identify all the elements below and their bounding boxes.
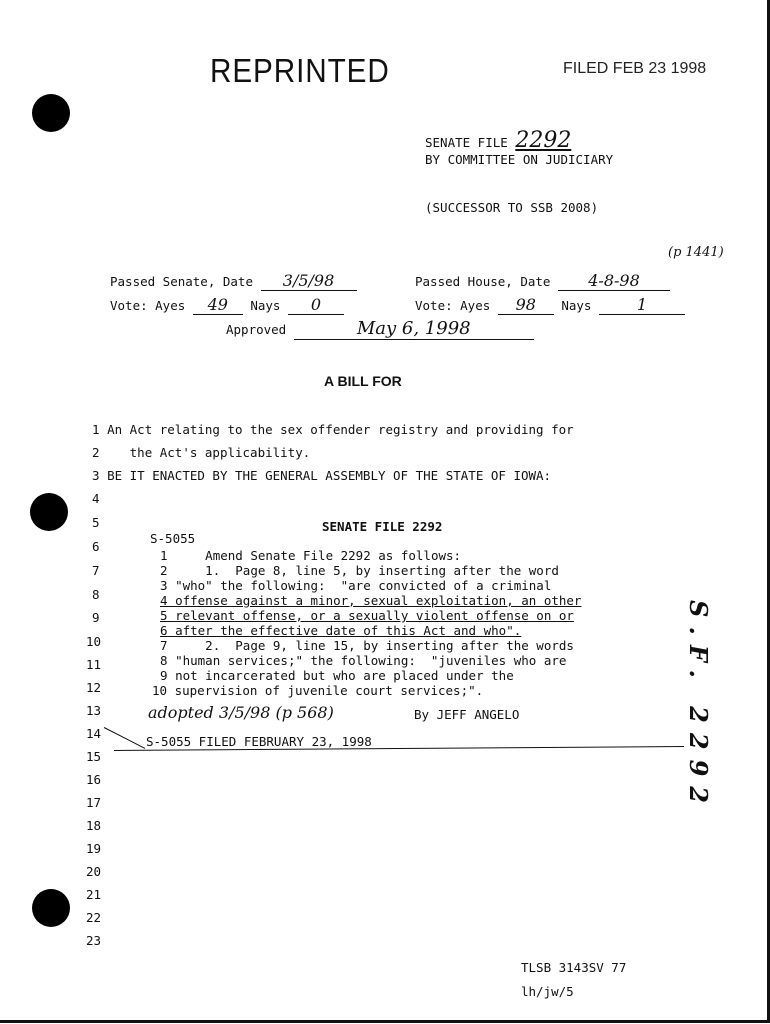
amendment-line-text: offense against a minor, sexual exploitation, an other bbox=[175, 593, 582, 608]
adopted-note: adopted 3/5/98 (p 568) bbox=[148, 703, 334, 722]
tlsb-code: TLSB 3143SV 77 bbox=[521, 960, 627, 975]
punch-hole-bottom bbox=[32, 889, 70, 927]
bill-line bbox=[92, 422, 574, 437]
amendment-line-text: 1. Page 8, line 5, by inserting after the word bbox=[182, 563, 559, 578]
line-number: 11 bbox=[86, 657, 102, 672]
bill-line-text: the Act's applicability. bbox=[107, 445, 311, 460]
amendment-line-number: 8 bbox=[160, 653, 168, 668]
amendment-line-number: 5 bbox=[160, 608, 168, 623]
passed-senate-date: 3/5/98 bbox=[261, 271, 357, 291]
amendment-line bbox=[160, 623, 521, 638]
line-number: 6 bbox=[92, 539, 100, 554]
passed-house-row bbox=[415, 271, 670, 291]
amendment-line-text: supervision of juvenile court services;". bbox=[174, 683, 484, 698]
line-number: 23 bbox=[86, 933, 102, 948]
amendment-line-text: "who" the following: "are convicted of a criminal bbox=[175, 578, 552, 593]
amendment-line bbox=[160, 668, 514, 683]
amendment-line-text: not incarcerated but who are placed under the bbox=[175, 668, 514, 683]
drafter-initials: lh/jw/5 bbox=[521, 984, 574, 999]
amendment-line bbox=[160, 548, 461, 563]
senate-ayes: 49 bbox=[193, 295, 243, 315]
passed-senate-label: Passed Senate, Date bbox=[110, 274, 253, 289]
bill-line-text: BE IT ENACTED BY THE GENERAL ASSEMBLY OF THE STATE OF IOWA: bbox=[107, 468, 552, 483]
amendment-line-number: 4 bbox=[160, 593, 168, 608]
amendment-line bbox=[152, 683, 483, 698]
amendment-line bbox=[160, 638, 574, 653]
amendment-line-text: relevant offense, or a sexually violent offense on or bbox=[175, 608, 574, 623]
passed-house-date: 4-8-98 bbox=[558, 271, 670, 291]
bill-heading: A BILL FOR bbox=[324, 373, 402, 389]
line-number: 3 bbox=[92, 468, 100, 483]
line-number: 12 bbox=[86, 680, 102, 695]
house-nays-label: Nays bbox=[561, 298, 592, 313]
senate-nays: 0 bbox=[288, 295, 344, 315]
amendment-slip bbox=[104, 513, 688, 755]
line-number: 16 bbox=[86, 772, 102, 787]
slip-edge bbox=[104, 727, 145, 749]
bill-line-text: An Act relating to the sex offender registry and providing for bbox=[107, 422, 574, 437]
line-number: 2 bbox=[92, 445, 100, 460]
line-number: 21 bbox=[86, 887, 102, 902]
amendment-line bbox=[160, 608, 574, 623]
successor-line: (SUCCESSOR TO SSB 2008) bbox=[425, 200, 599, 215]
line-number: 19 bbox=[86, 841, 102, 856]
line-number: 14 bbox=[86, 726, 102, 741]
line-number: 1 bbox=[92, 422, 100, 437]
page-note: (p 1441) bbox=[668, 245, 724, 260]
amendment-title: SENATE FILE 2292 bbox=[322, 519, 443, 534]
amendment-line bbox=[160, 563, 559, 578]
amendment-filed-line: S-5055 FILED FEBRUARY 23, 1998 bbox=[146, 734, 372, 749]
amendment-line-number: 1 bbox=[160, 548, 168, 563]
amendment-id: S-5055 bbox=[150, 531, 196, 546]
amendment-line-number: 9 bbox=[160, 668, 168, 683]
amendment-line-text: "human services;" the following: "juveniles who are bbox=[175, 653, 567, 668]
senate-vote-label: Vote: Ayes bbox=[110, 298, 186, 313]
reprinted-stamp: REPRINTED bbox=[210, 52, 390, 89]
line-number: 22 bbox=[86, 910, 102, 925]
amendment-line bbox=[160, 593, 581, 608]
line-number: 15 bbox=[86, 749, 102, 764]
amendment-sponsor: By JEFF ANGELO bbox=[414, 707, 520, 722]
line-number: 8 bbox=[92, 587, 100, 602]
line-number: 13 bbox=[86, 703, 102, 718]
bill-line bbox=[92, 445, 310, 460]
line-number: 5 bbox=[92, 515, 100, 530]
committee-line: BY COMMITTEE ON JUDICIARY bbox=[425, 152, 614, 167]
sf-side-note: S.F. 2292 bbox=[684, 600, 713, 813]
senate-vote-row bbox=[110, 295, 344, 315]
amendment-line bbox=[160, 578, 551, 593]
passed-house-label: Passed House, Date bbox=[415, 274, 551, 289]
filed-stamp: FILED FEB 23 1998 bbox=[563, 60, 707, 77]
amendment-line-number: 2 bbox=[160, 563, 168, 578]
punch-hole-top bbox=[32, 94, 70, 132]
line-number: 20 bbox=[86, 864, 102, 879]
line-number: 9 bbox=[92, 610, 100, 625]
line-number: 7 bbox=[92, 563, 100, 578]
amendment-line-text: Amend Senate File 2292 as follows: bbox=[182, 548, 462, 563]
amendment-line-number: 10 bbox=[152, 683, 168, 698]
line-number: 17 bbox=[86, 795, 102, 810]
amendment-line-text: after the effective date of this Act and who". bbox=[175, 623, 522, 638]
amendment-line-number: 3 bbox=[160, 578, 168, 593]
amendment-line-number: 7 bbox=[160, 638, 168, 653]
line-number: 10 bbox=[86, 634, 102, 649]
senate-nays-label: Nays bbox=[250, 298, 281, 313]
approved-label: Approved bbox=[226, 322, 287, 337]
amendment-line bbox=[160, 653, 566, 668]
house-nays: 1 bbox=[599, 295, 685, 315]
house-vote-row bbox=[415, 295, 685, 315]
approved-row bbox=[226, 318, 534, 340]
house-ayes: 98 bbox=[498, 295, 554, 315]
senate-file-label: SENATE FILE bbox=[425, 135, 508, 150]
house-vote-label: Vote: Ayes bbox=[415, 298, 491, 313]
passed-senate-row bbox=[110, 271, 357, 291]
senate-file-heading bbox=[425, 128, 571, 153]
bill-line bbox=[92, 468, 551, 483]
approved-date: May 6, 1998 bbox=[294, 318, 534, 340]
amendment-line-number: 6 bbox=[160, 623, 168, 638]
punch-hole-middle bbox=[30, 493, 68, 531]
amendment-line-text: 2. Page 9, line 15, by inserting after the words bbox=[182, 638, 574, 653]
line-number: 4 bbox=[92, 491, 100, 506]
line-number: 18 bbox=[86, 818, 102, 833]
senate-file-number: 2292 bbox=[515, 128, 572, 153]
